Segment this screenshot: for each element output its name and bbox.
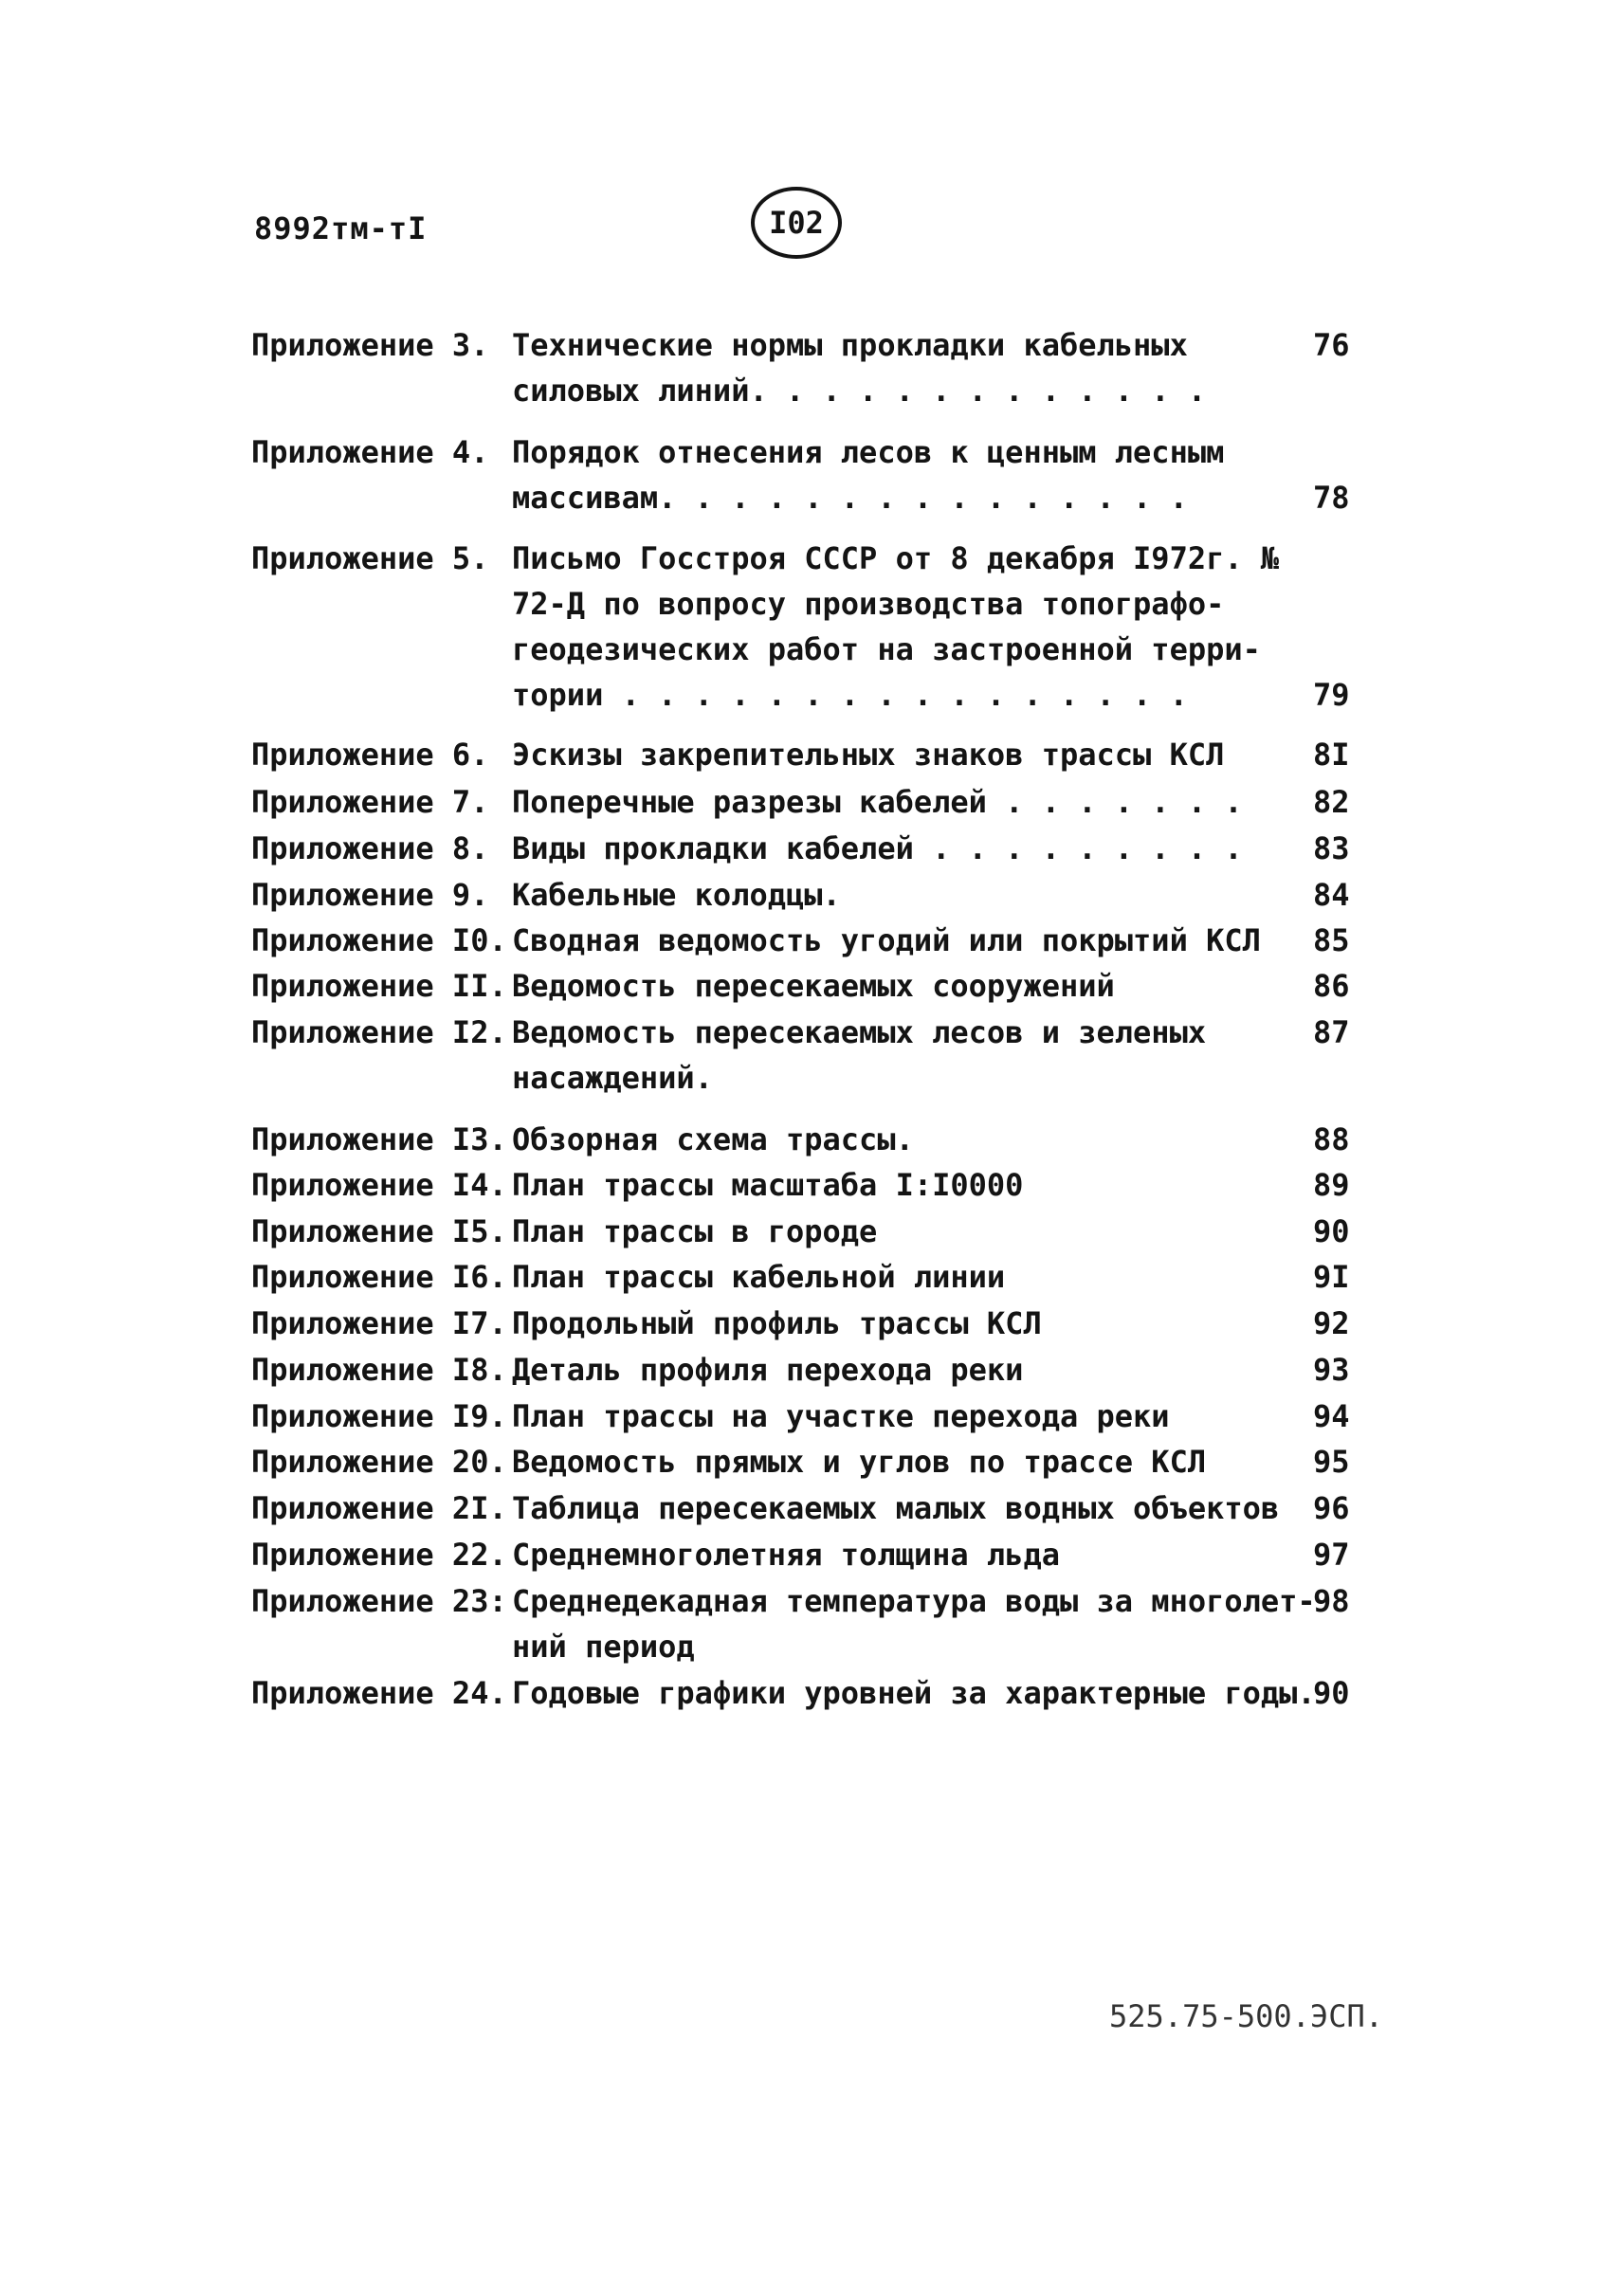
toc-entry-title [512, 429, 1308, 520]
toc-entry-label: Приложение 8. [251, 830, 489, 866]
toc-entry-label: Приложение 2I. [251, 1490, 507, 1526]
toc-entry-page: 85 [1313, 922, 1350, 958]
toc-entry-title-line: Технические нормы прокладки кабельных [512, 327, 1188, 363]
toc-entry-title [512, 1162, 1308, 1208]
toc-entry-title-line: Ведомость пересекаемых сооружений [512, 968, 1115, 1004]
toc-entry-title [512, 1439, 1308, 1484]
toc-entry-label: Приложение I5. [251, 1213, 507, 1249]
toc-entry-title-line: Письмо Госстроя СССР от 8 декабря I972г. № [512, 540, 1280, 576]
toc-entry-title-line: Продольный профиль трассы КСЛ [512, 1305, 1042, 1341]
toc-entry-page: 96 [1313, 1490, 1350, 1526]
toc-entry-page: 90 [1313, 1675, 1350, 1711]
toc-entry-label: Приложение 9. [251, 877, 489, 913]
toc-entry-label: Приложение I0. [251, 922, 507, 958]
toc-entry-page: 9I [1313, 1259, 1350, 1295]
toc-entry-title [512, 918, 1308, 963]
toc-entry-title [512, 779, 1308, 825]
toc-entry-title [512, 732, 1308, 777]
toc-entry-title [512, 963, 1308, 1009]
toc-entry-label: Приложение 22. [251, 1537, 507, 1573]
toc-entry-title [512, 1485, 1308, 1531]
toc-entry-title-line: План трассы масштаба I:I0000 [512, 1167, 1024, 1203]
toc-entry-title-line: Сводная ведомость угодий или покрытий КСЛ [512, 922, 1261, 958]
toc-entry-title-line: План трассы кабельной линии [512, 1259, 1006, 1295]
footer-code: 525.75-500.ЭСП. [1109, 1998, 1383, 2034]
toc-entry-label: Приложение I4. [251, 1167, 507, 1203]
toc-entry-label: Приложение 24. [251, 1675, 507, 1711]
toc-entry-title-line: Виды прокладки кабелей . . . . . . . . . [512, 830, 1243, 866]
document-code: 8992тм-тI [254, 210, 428, 246]
toc-entry-title-line: насаждений. [512, 1060, 713, 1096]
toc-entry-title-line: ний период [512, 1629, 695, 1665]
page-number: I02 [769, 205, 824, 241]
toc-entry-page: 84 [1313, 877, 1350, 913]
toc-entry-title-line: массивам. . . . . . . . . . . . . . . [512, 480, 1188, 516]
toc-entry-page: 93 [1313, 1352, 1350, 1388]
toc-entry-title [512, 322, 1308, 413]
toc-entry-label: Приложение 3. [251, 327, 489, 363]
toc-entry-page: 76 [1313, 327, 1350, 363]
toc-entry-page: 86 [1313, 968, 1350, 1004]
toc-entry-title [512, 1254, 1308, 1300]
toc-entry-label: Приложение 20. [251, 1444, 507, 1480]
toc-entry-label: Приложение I7. [251, 1305, 507, 1341]
toc-entry-label: Приложение 23: [251, 1583, 507, 1619]
toc-entry-label: Приложение 4. [251, 434, 489, 470]
toc-entry-title [512, 1578, 1316, 1669]
toc-entry-title [512, 1347, 1308, 1393]
toc-entry-title-line: Годовые графики уровней за характерные годы. [512, 1675, 1316, 1711]
toc-entry-title [512, 536, 1308, 718]
toc-entry-title [512, 826, 1308, 871]
toc-entry-title-line: Среднедекадная температура воды за многолет- [512, 1583, 1316, 1619]
toc-entry-title-line: силовых линий. . . . . . . . . . . . . [512, 373, 1207, 409]
toc-entry-page: 88 [1313, 1121, 1350, 1157]
toc-entry-label: Приложение I3. [251, 1121, 507, 1157]
toc-entry-page: 90 [1313, 1213, 1350, 1249]
toc-entry-title-line: Порядок отнесения лесов к ценным лесным [512, 434, 1225, 470]
toc-entry-label: Приложение 6. [251, 737, 489, 773]
toc-entry-title-line: Ведомость пересекаемых лесов и зеленых [512, 1014, 1207, 1050]
toc-entry-label: Приложение 7. [251, 784, 489, 820]
toc-entry-title [512, 1209, 1308, 1254]
toc-entry-label: Приложение I8. [251, 1352, 507, 1388]
toc-entry-title-line: Таблица пересекаемых малых водных объектов [512, 1490, 1280, 1526]
toc-entry-title-line: 72-Д по вопросу производства топографо- [512, 586, 1225, 622]
toc-entry-title [512, 1010, 1308, 1101]
toc-entry-page: 94 [1313, 1398, 1350, 1434]
toc-entry-title [512, 1117, 1308, 1162]
toc-entry-label: Приложение I2. [251, 1014, 507, 1050]
toc-entry-title [512, 1670, 1316, 1716]
toc-entry-title-line: План трассы в городе [512, 1213, 878, 1249]
toc-entry-page: 98 [1313, 1583, 1350, 1619]
toc-entry-title-line: Деталь профиля перехода реки [512, 1352, 1024, 1388]
toc-entry-page: 87 [1313, 1014, 1350, 1050]
toc-entry-title-line: Эскизы закрепительных знаков трассы КСЛ [512, 737, 1225, 773]
toc-entry-page: 78 [1313, 480, 1350, 516]
toc-entry-title [512, 872, 1308, 918]
toc-entry-page: 83 [1313, 830, 1350, 866]
toc-entry-title-line: Поперечные разрезы кабелей . . . . . . . [512, 784, 1243, 820]
toc-entry-page: 92 [1313, 1305, 1350, 1341]
toc-entry-title-line: Среднемноголетняя толщина льда [512, 1537, 1060, 1573]
toc-entry-title-line: План трассы на участке перехода реки [512, 1398, 1170, 1434]
toc-entry-label: Приложение I9. [251, 1398, 507, 1434]
toc-entry-label: Приложение 5. [251, 540, 489, 576]
toc-entry-title-line: геодезических работ на застроенной терри- [512, 631, 1261, 667]
toc-entry-label: Приложение II. [251, 968, 507, 1004]
toc-entry-title [512, 1393, 1308, 1439]
toc-entry-title [512, 1532, 1308, 1577]
toc-entry-page: 89 [1313, 1167, 1350, 1203]
toc-entry-title-line: тории . . . . . . . . . . . . . . . . [512, 677, 1188, 713]
page-number-circle [751, 187, 842, 259]
toc-entry-title [512, 1301, 1308, 1346]
toc-entry-page: 79 [1313, 677, 1350, 713]
toc-entry-title-line: Ведомость прямых и углов по трассе КСЛ [512, 1444, 1207, 1480]
toc-entry-page: 97 [1313, 1537, 1350, 1573]
toc-entry-label: Приложение I6. [251, 1259, 507, 1295]
toc-entry-page: 95 [1313, 1444, 1350, 1480]
toc-entry-page: 8I [1313, 737, 1350, 773]
toc-entry-title-line: Обзорная схема трассы. [512, 1121, 914, 1157]
toc-entry-title-line: Кабельные колодцы. [512, 877, 841, 913]
toc-entry-page: 82 [1313, 784, 1350, 820]
